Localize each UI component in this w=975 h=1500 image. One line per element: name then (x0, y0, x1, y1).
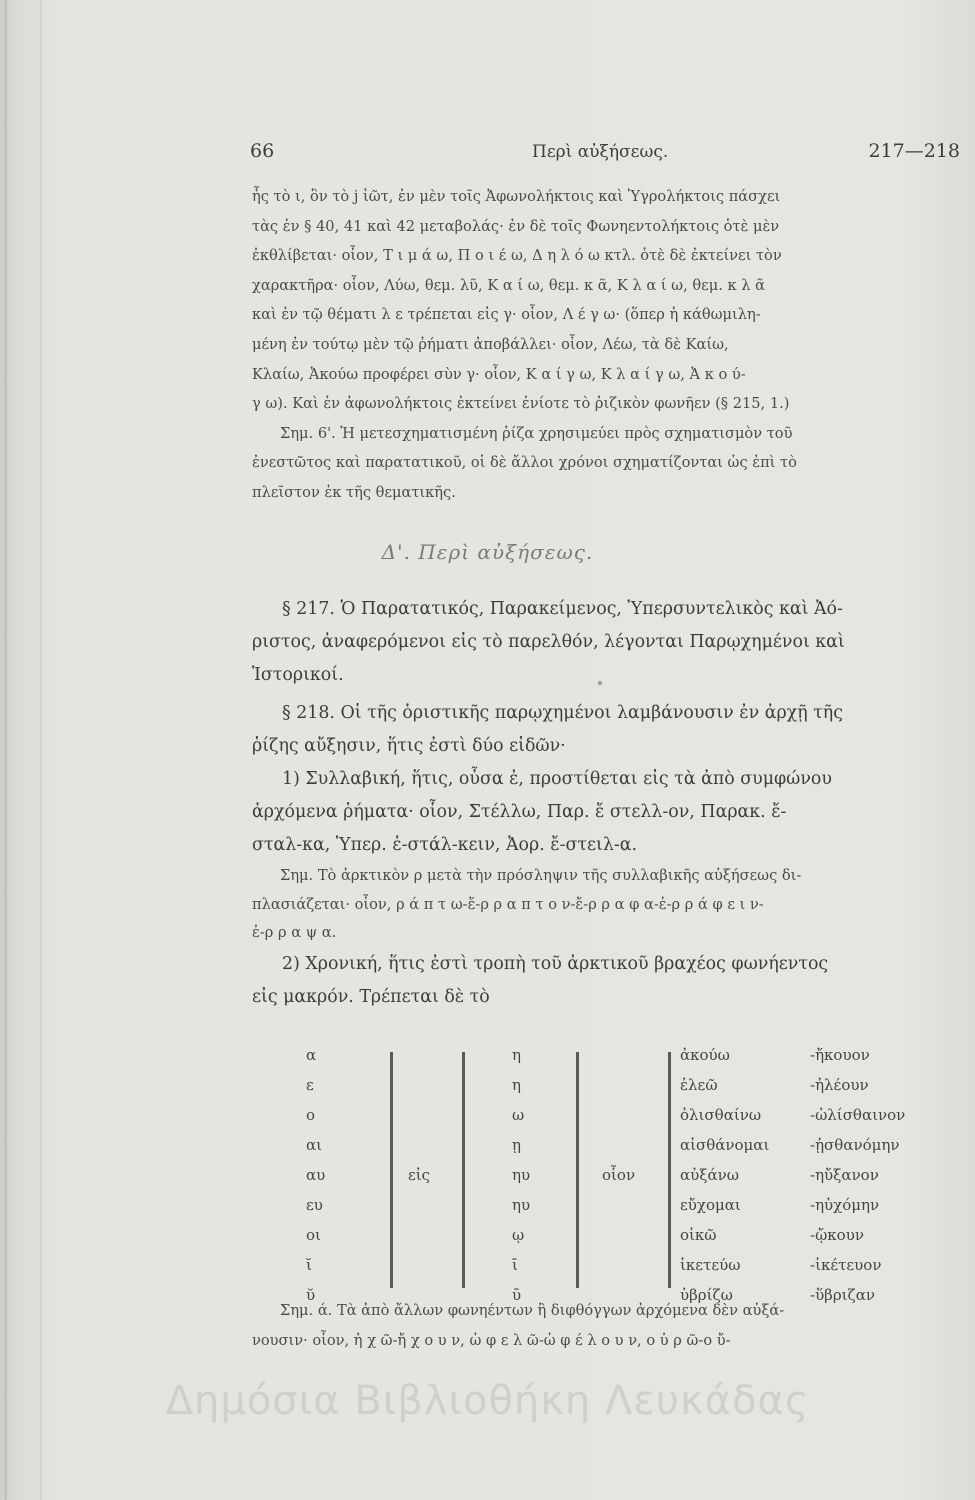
text-line: μένη ἐν τούτῳ μὲν τῷ ῥήματι ἀποβάλλει· οἷον, Λέω, τὰ δὲ Καίω, (252, 335, 729, 353)
table-cell: ευ (306, 1196, 323, 1214)
examples-column (680, 1040, 769, 1310)
table-cell: ηυ (512, 1166, 531, 1184)
text-line: ριστος, ἀναφερόμενοι εἰς τὸ παρελθόν, λέγονται Παρῳχημένοι καὶ (252, 632, 845, 652)
table-cell: α (306, 1046, 317, 1064)
table-cell: ἀκούω (680, 1046, 730, 1064)
results-column (810, 1040, 905, 1310)
table-cell: ηυ (512, 1196, 531, 1214)
library-watermark: Δημόσια Βιβλιοθήκη Λευκάδας (165, 1378, 810, 1424)
table-cell: ὑβρίζω (680, 1286, 733, 1304)
table-cell: ἱκετεύω (680, 1256, 741, 1274)
augment-table (250, 1040, 960, 1304)
table-cell: αυ (306, 1166, 326, 1184)
text-line: Κλαίω, Ἀκούω προφέρει σὺν γ· οἷον, Κ α ί γ ω, Κ λ α ί γ ω, Ἀ κ ο ύ- (252, 365, 746, 383)
ink-speck (598, 681, 602, 685)
running-title: Περὶ αὐξήσεως. (532, 142, 669, 162)
table-cell: ῡ (512, 1286, 522, 1304)
text-line: 1) Συλλαβική, ἥτις, οὖσα ἐ, προστίθεται εἰς τὰ ἀπὸ συμφώνου (282, 769, 832, 789)
left-brace (390, 1052, 393, 1288)
text-line: Ἱστορικοί. (252, 665, 344, 685)
example-word: οἷον (602, 1166, 636, 1184)
text-line: Σημ. ά. Τὰ ἀπὸ ἄλλων φωνηέντων ἢ διφθόγγων ἀρχόμενα δὲν αὐξά- (280, 1302, 785, 1319)
table-cell: αἰσθάνομαι (680, 1136, 770, 1154)
connector (408, 1160, 430, 1190)
s218-note (252, 862, 957, 948)
table-cell: η (512, 1046, 521, 1064)
table-cell: -ᾤκουν (810, 1226, 864, 1244)
text-line: ἀρχόμενα ῥήματα· οἷον, Στέλλω, Παρ. ἔ στελλ-ον, Παρακ. ἔ- (252, 802, 787, 822)
section-218 (252, 697, 957, 1014)
table-cell: ῐ (306, 1256, 312, 1274)
table-cell: -ᾐσθανόμην (810, 1136, 900, 1154)
table-cell: -ηὔξανον (810, 1166, 879, 1184)
text-line: Σημ. Τὸ ἀρκτικὸν ρ μετὰ τὴν πρόσληψιν τῆς συλλαβικῆς αὐξήσεως δι- (280, 867, 802, 884)
text-line: σταλ-κα, Ὑπερ. ἐ-στάλ-κειν, Ἀορ. ἔ-στειλ-α. (252, 835, 637, 855)
page-fold-line (40, 0, 42, 1500)
text-line: ῥίζης αὔξησιν, ἥτις ἐστὶ δύο εἰδῶν· (252, 736, 566, 756)
table-cell: οι (306, 1226, 321, 1244)
page-edge-left (4, 0, 7, 1500)
text-line: ἧς τὸ ι, ὃν τὸ j ἰῶτ, ἐν μὲν τοῖς Ἀφωνολήκτοις καὶ Ὑγρολήκτοις πάσχει (252, 188, 781, 205)
table-cell: ο (306, 1106, 316, 1124)
text-line: ἐκθλίβεται· οἷον, Τ ι μ ά ω, Π ο ι έ ω, Δ η λ ό ω κτλ. ὁτὲ δὲ ἐκτείνει τὸν (252, 247, 782, 265)
table-cell: ἐλεῶ (680, 1076, 718, 1094)
text-line: § 217. Ὁ Παρατατικός, Παρακείμενος, Ὑπερσυντελικὸς καὶ Ἀό- (282, 599, 843, 619)
table-cell: -ὕβριζαν (810, 1286, 875, 1304)
text-line: Σημ. 6'. Ἡ μετεσχηματισμένη ῥίζα χρησιμεύει πρὸς σχηματισμὸν τοῦ (280, 424, 793, 442)
middle-brace-1 (462, 1052, 465, 1288)
text-line: ἐνεστῶτος καὶ παρατατικοῦ, οἱ δὲ ἄλλοι χρόνοι σχηματίζονται ὡς ἐπὶ τὸ (252, 454, 797, 472)
section-217 (252, 593, 957, 692)
right-brace (668, 1052, 671, 1288)
text-line: § 218. Οἱ τῆς ὁριστικῆς παρῳχημένοι λαμβάνουσιν ἐν ἀρχῇ τῆς (282, 703, 843, 723)
intro-paragraph (252, 182, 957, 508)
table-cell: ὀλισθαίνω (680, 1106, 762, 1124)
final-note (252, 1296, 957, 1356)
table-cell: ῑ (512, 1256, 518, 1274)
table-cell: ῳ (512, 1226, 525, 1244)
table-cell: ε (306, 1076, 314, 1094)
text-line: πλεῖστον ἐκ τῆς θεματικῆς. (252, 483, 456, 501)
table-cell: -ἱκέτευον (810, 1256, 882, 1274)
text-line: εἰς μακρόν. Τρέπεται δὲ τὸ (252, 986, 490, 1007)
example-label (602, 1160, 635, 1190)
page-header (250, 140, 960, 170)
table-cell: αι (306, 1136, 323, 1154)
table-cell: εὔχομαι (680, 1196, 741, 1214)
table-cell: -ηὐχόμην (810, 1196, 880, 1214)
section-heading: Δ'. Περὶ αὐξήσεως. (381, 540, 594, 564)
from-column (306, 1040, 325, 1310)
text-line: τὰς ἐν § 40, 41 καὶ 42 μεταβολάς· ἐν δὲ τοῖς Φωνηεντολήκτοις ὁτὲ μὲν (252, 217, 780, 235)
table-cell: αὐξάνω (680, 1166, 739, 1184)
section-range: 217—218 (868, 140, 960, 162)
table-cell: ῃ (512, 1136, 521, 1154)
text-line: χαρακτῆρα· οἷον, Λύω, θεμ. λῦ, Κ α ί ω, θεμ. κ ᾶ, Κ λ α ί ω, θεμ. κ λ ᾶ (252, 276, 765, 294)
table-cell: ω (512, 1106, 525, 1124)
page-number: 66 (250, 140, 275, 162)
table-cell: -ἤκουον (810, 1046, 870, 1064)
table-cell: -ὠλίσθαινον (810, 1106, 906, 1124)
connector-word: εἰς (408, 1166, 431, 1184)
middle-brace-2 (576, 1052, 579, 1288)
text-line: πλασιάζεται· οἷον, ρ ά π τ ω-ἔ-ρ ρ α π τ ο ν-ἔ-ρ ρ α φ α-ἐ-ρ ρ ά φ ε ι ν- (252, 895, 764, 913)
table-cell: -ἠλέουν (810, 1076, 869, 1094)
text-line: καὶ ἐν τῷ θέματι λ ε τρέπεται εἰς γ· οἷον, Λ έ γ ω· (ὅπερ ἡ κάθωμιλη- (252, 306, 761, 324)
table-cell: οἰκῶ (680, 1226, 717, 1244)
table-cell: η (512, 1076, 521, 1094)
table-cell: ῠ (306, 1286, 316, 1304)
text-line: ἐ-ρ ρ α ψ α. (252, 924, 337, 942)
text-line: νουσιν· οἷον, ἠ χ ῶ-ἤ χ ο υ ν, ὠ φ ε λ ῶ-ὠ φ έ λ ο υ ν, ο ὐ ρ ῶ-ο ὔ- (252, 1332, 731, 1349)
text-line: γ ω). Καὶ ἐν ἀφωνολήκτοις ἐκτείνει ἐνίοτε τὸ ῥιζικὸν φωνῆεν (§ 215, 1.) (252, 395, 790, 413)
text-line: 2) Χρονική, ἥτις ἐστὶ τροπὴ τοῦ ἀρκτικοῦ βραχέος φωνήεντος (282, 953, 829, 974)
to-column (512, 1040, 530, 1310)
